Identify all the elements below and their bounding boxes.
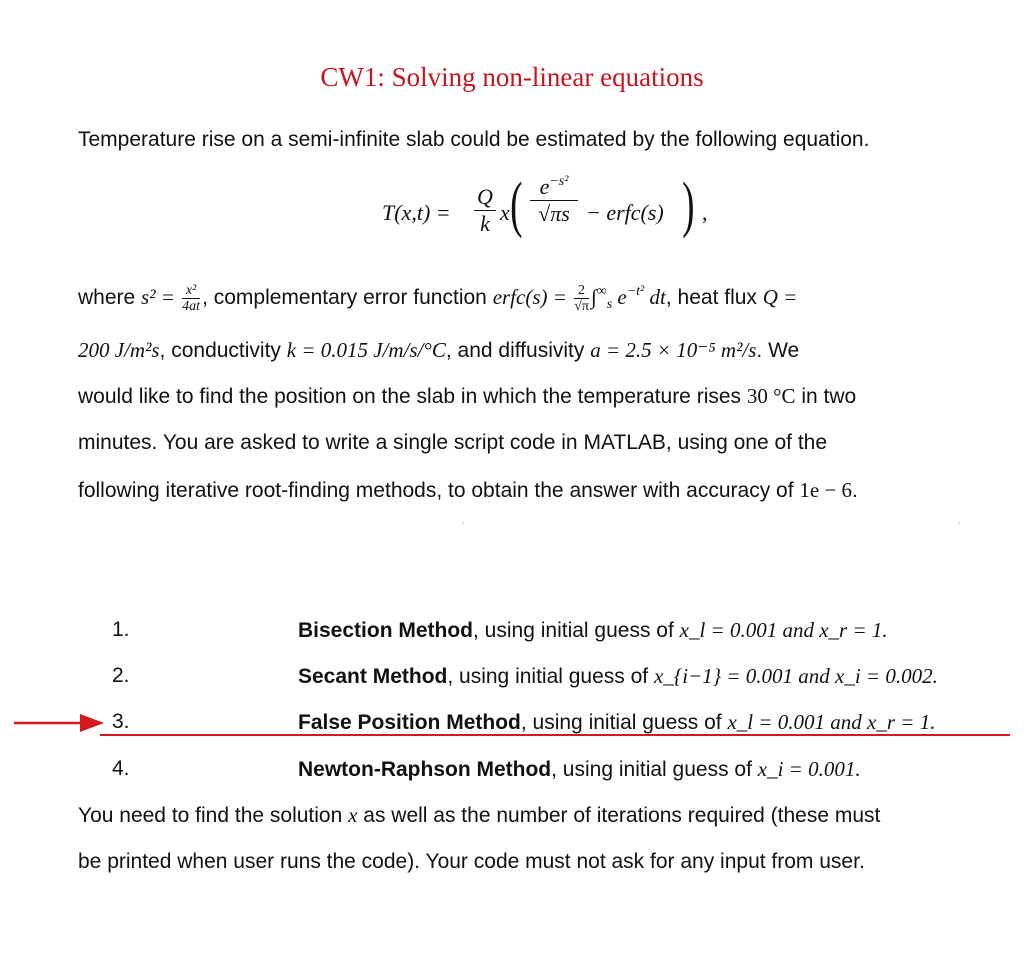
page-title: CW1: Solving non-linear equations (320, 62, 704, 92)
para-line-2 (78, 338, 799, 363)
s-squared: s² = (141, 285, 181, 310)
text-conductivity: , conductivity (159, 339, 287, 362)
x2-over-4at: $\frac{\text{x²}}{4at}$ (182, 283, 201, 314)
exp-power: −s² (549, 174, 569, 189)
scan-speck (462, 522, 464, 524)
exp-fraction (530, 174, 578, 227)
method-secant (298, 664, 938, 689)
temperature-rise-value: 30 °C (746, 384, 796, 408)
method-name: Secant Method (298, 665, 448, 688)
integral-sign: ∫ (590, 285, 597, 310)
times-symbol: x (500, 200, 510, 225)
text-line5a: following iterative root-finding methods, to obtain the answer with accuracy of (78, 479, 800, 502)
integral-upper: ∞ (596, 284, 607, 300)
method-name: False Position Method (298, 711, 521, 734)
diffusivity-value: a = 2.5 × 10⁻⁵ m²/s (590, 338, 757, 362)
method-desc: , using initial guess of (551, 758, 758, 781)
erfc-def: erfc(s) = (492, 285, 573, 310)
exp-base: e (539, 174, 550, 199)
method-number: 4. (112, 757, 130, 780)
solution-x: x (348, 803, 358, 827)
text-line3a: would like to find the position on the slab in which the temperature rises (78, 385, 747, 408)
dt: dt (644, 285, 666, 310)
integral-lower: s (606, 297, 613, 313)
heat-flux-value: 200 J/m²s (78, 338, 160, 362)
method-name: Bisection Method (298, 619, 474, 642)
method-desc: , using initial guess of (447, 665, 654, 688)
method-number: 3. (112, 710, 130, 733)
para-line-4: minutes. You are asked to write a single script code in MATLAB, using one of the (78, 431, 828, 454)
method-name: Newton-Raphson Method (298, 758, 552, 781)
q-over-k (474, 184, 496, 237)
conductivity-value: k = 0.015 J/m/s/°C (286, 338, 446, 362)
text-heat-flux: , heat flux (665, 286, 763, 310)
method-bisection (298, 618, 888, 643)
method-desc: , using initial guess of (520, 711, 728, 734)
method-guess: x_{i−1} = 0.001 and x_i = 0.002. (653, 664, 938, 688)
method-desc: , using initial guess of (473, 619, 680, 642)
text-outro1b: as well as the number of iterations required (these must (357, 804, 881, 827)
method-guess: x_i = 0.001. (757, 757, 861, 781)
text-erfc-desc: , complementary error function (202, 286, 493, 310)
two-over-sqrt-pi: $\frac{2}{√\pi}$ (574, 283, 589, 314)
outro-line-2: be printed when user runs the code). Your code must not ask for any input from user. (78, 850, 865, 873)
method-guess: x_l = 0.001 and x_r = 1. (727, 710, 936, 734)
text-period: . (852, 479, 858, 502)
temperature-equation (382, 171, 712, 248)
scan-speck (958, 522, 960, 524)
right-paren: ) (682, 171, 695, 239)
equation-comma: , (702, 200, 708, 225)
arrow-right-icon (14, 712, 104, 734)
text-outro1a: You need to find the solution (78, 804, 349, 827)
outro-line-1 (78, 803, 880, 828)
highlight-underline (100, 734, 1010, 736)
erfc-term: − erfc(s) (586, 200, 664, 225)
k-denominator: k (480, 211, 490, 236)
para-line-1 (78, 283, 797, 314)
q-eq: Q = (762, 285, 798, 310)
left-paren: ( (510, 171, 523, 239)
method-guess: x_l = 0.001 and x_r = 1. (679, 618, 888, 642)
method-newton-raphson (298, 757, 861, 782)
para-line-5 (78, 478, 858, 503)
text-we: . We (756, 339, 800, 362)
text-diffusivity: , and diffusivity (445, 339, 591, 362)
method-number: 1. (112, 618, 130, 641)
para-line-3 (78, 384, 856, 409)
equation-lhs: T(x,t) = (382, 200, 451, 225)
integrand-power: −t² (626, 284, 645, 300)
exp-denominator: √πs (538, 201, 570, 226)
intro-text: Temperature rise on a semi-infinite slab could be estimated by the following equation. (78, 128, 870, 151)
integrand-e: e (612, 285, 627, 310)
accuracy-value: 1e − 6 (799, 478, 853, 502)
text-where: where (78, 286, 142, 310)
method-false-position (298, 710, 935, 735)
method-number: 2. (112, 664, 130, 687)
q-numerator: Q (474, 184, 496, 211)
text-line3c: in two (795, 385, 857, 408)
